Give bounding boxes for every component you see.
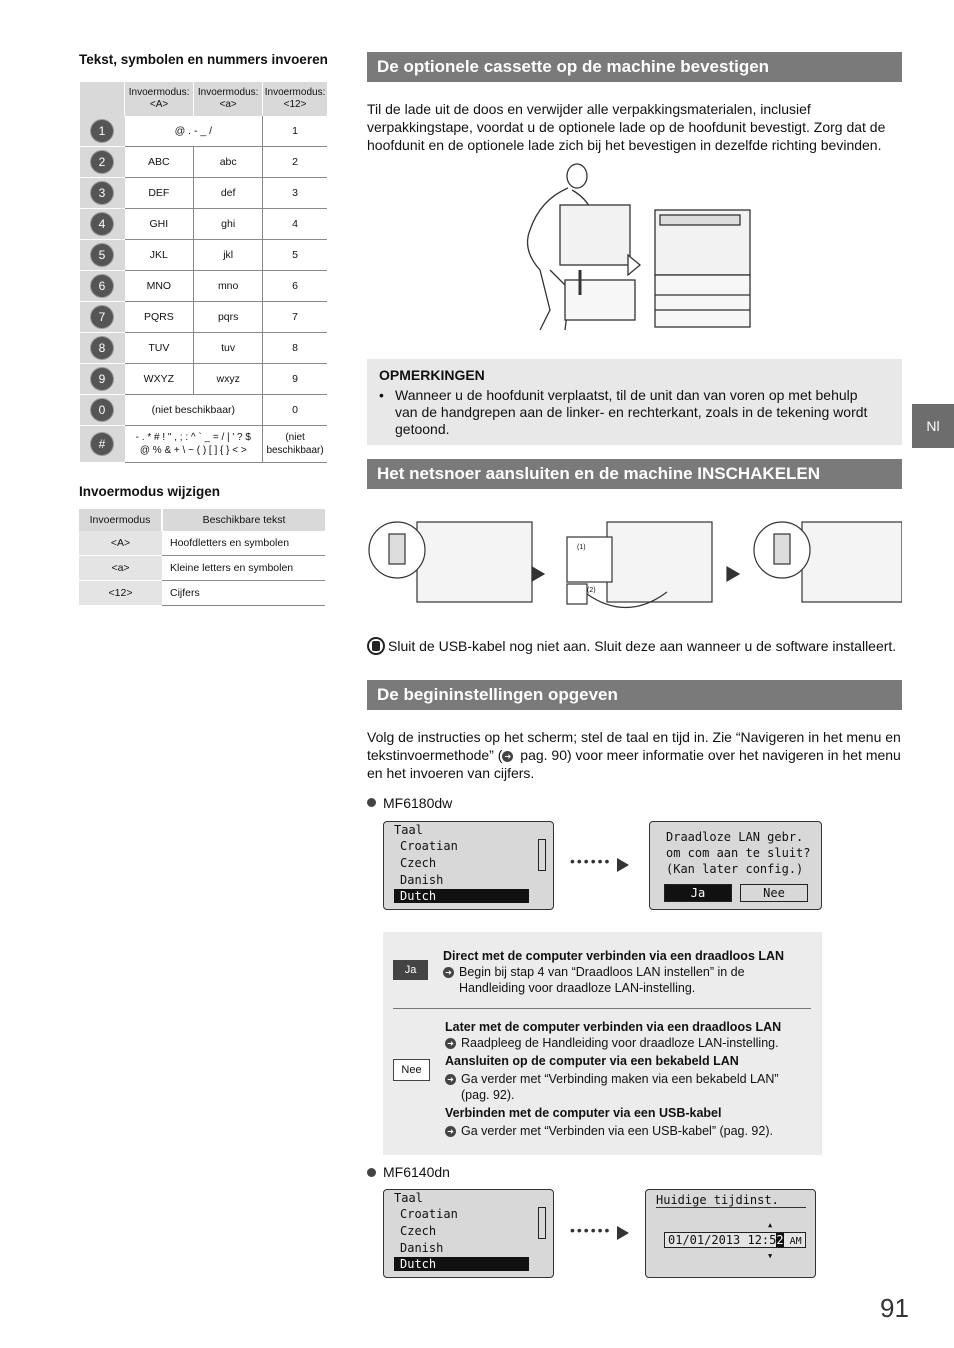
language-tab: Nl bbox=[912, 404, 954, 448]
scrollbar[interactable] bbox=[538, 839, 546, 871]
bullet-icon bbox=[367, 798, 376, 807]
table-cell: mno bbox=[194, 271, 263, 302]
nee-heading-3: Verbinden met de computer via een USB-kabel bbox=[445, 1106, 722, 1120]
table-cell: 5 bbox=[263, 240, 327, 271]
model-2: MF6140dn bbox=[383, 1164, 450, 1180]
nee-text-3: Ga verder met “Verbinden via een USB-kabel” (pag. 92). bbox=[461, 1124, 773, 1138]
body-part-b: pag. 90) voor meer informatie over het navigeren in het menu en het invoeren van cijfers. bbox=[367, 747, 901, 781]
section-settings-title: De begininstellingen opgeven bbox=[367, 680, 902, 710]
key-3-icon: 3 bbox=[91, 182, 113, 204]
mode-table bbox=[79, 509, 325, 606]
header-upper: Invoermodus: <A> bbox=[125, 82, 194, 116]
lcd-wireless bbox=[649, 821, 822, 910]
lcd-title: Taal bbox=[394, 823, 423, 837]
lcd-item: Czech bbox=[400, 856, 437, 870]
nee-label: Nee bbox=[393, 1059, 430, 1081]
table-cell: TUV bbox=[125, 333, 194, 364]
table-cell: - . * # ! " , ; : ^ ` _ = / | ' ? $ @ % & + \ ~ ( ) [ ] { } < > bbox=[125, 426, 263, 463]
time-value: 01/01/2013 12:5 bbox=[668, 1233, 777, 1247]
up-arrow-icon[interactable]: ▲ bbox=[768, 1221, 773, 1229]
table-cell: tuv bbox=[194, 333, 263, 364]
table-cell: 1 bbox=[263, 116, 327, 147]
bullet: • bbox=[379, 387, 384, 403]
nee-arrow-3 bbox=[445, 1123, 459, 1139]
lcd-item: Danish bbox=[400, 873, 444, 887]
flow-arrow-icon bbox=[617, 858, 629, 872]
label-1: (1) bbox=[577, 544, 586, 551]
down-arrow-icon[interactable]: ▼ bbox=[768, 1252, 773, 1260]
key-8-icon: 8 bbox=[91, 337, 113, 359]
ja-heading: Direct met de computer verbinden via een draadloos LAN bbox=[443, 949, 785, 963]
lcd-time bbox=[645, 1189, 816, 1278]
lcd-title: Taal bbox=[394, 1191, 423, 1205]
model-1: MF6180dw bbox=[383, 795, 453, 811]
mode-header: Invoermodus bbox=[79, 509, 162, 531]
table-cell: 0 bbox=[263, 395, 327, 426]
usb-note: Sluit de USB-kabel nog niet aan. Sluit deze aan wanneer u de software installeert. bbox=[388, 638, 897, 654]
nee-arrow-1 bbox=[445, 1035, 459, 1051]
table-cell: 3 bbox=[263, 178, 327, 209]
cassette-illustration bbox=[510, 160, 760, 335]
nee-arrow-2 bbox=[445, 1071, 459, 1087]
header-num: Invoermodus: <12> bbox=[263, 82, 327, 116]
label-2: (2) bbox=[587, 587, 596, 594]
table-cell: WXYZ bbox=[125, 364, 194, 395]
mode-table-title: Invoermodus wijzigen bbox=[79, 484, 221, 499]
lcd-line: (Kan later config.) bbox=[666, 862, 804, 876]
header-lower: Invoermodus: <a> bbox=[194, 82, 263, 116]
nee-heading-1: Later met de computer verbinden via een draadloos LAN bbox=[445, 1020, 782, 1034]
text-header: Beschikbare tekst bbox=[162, 509, 325, 531]
key-1-icon: 1 bbox=[91, 120, 113, 142]
table-cell: <A> bbox=[79, 531, 162, 556]
table-cell: JKL bbox=[125, 240, 194, 271]
nee-text-2: Ga verder met “Verbinding maken via een bekabeld LAN” (pag. 92). bbox=[461, 1072, 779, 1102]
arrow-icon: ➜ bbox=[443, 967, 454, 978]
section-cassette-title: De optionele cassette op de machine bevestigen bbox=[367, 52, 902, 82]
divider bbox=[393, 1008, 811, 1009]
no-button[interactable]: Nee bbox=[740, 884, 808, 902]
table-cell: def bbox=[194, 178, 263, 209]
table-cell: <a> bbox=[79, 556, 162, 581]
section-cassette-body: Til de lade uit de doos en verwijder alle verpakkingsmaterialen, inclusief verpakkingstape, voordat u de optionele lade op de hoofdunit bevestigt. Zorg dat de hoofdunit en de optionele lade zich bij het bevestigen in dezelfde richting bevinden. bbox=[367, 101, 886, 153]
key-7-icon: 7 bbox=[91, 306, 113, 328]
table-cell: 8 bbox=[263, 333, 327, 364]
key-hash-icon: # bbox=[91, 433, 113, 455]
power-illustration bbox=[367, 512, 902, 612]
key-0-icon: 0 bbox=[91, 399, 113, 421]
section-settings-body bbox=[367, 728, 902, 782]
table-cell: 2 bbox=[263, 147, 327, 178]
key-9-icon: 9 bbox=[91, 368, 113, 390]
yes-button[interactable]: Ja bbox=[664, 884, 732, 902]
table-cell: MNO bbox=[125, 271, 194, 302]
table-cell: Hoofdletters en symbolen bbox=[162, 531, 325, 556]
flow-dots: •••••• bbox=[570, 853, 612, 869]
table-cell: 6 bbox=[263, 271, 327, 302]
table-cell: Cijfers bbox=[162, 581, 325, 606]
lcd-line: om com aan te sluit? bbox=[666, 846, 811, 860]
arrow-icon: ➜ bbox=[502, 751, 513, 762]
key-input-table bbox=[79, 82, 327, 463]
notes-title: OPMERKINGEN bbox=[379, 367, 485, 383]
lcd-item-selected[interactable]: Dutch bbox=[394, 889, 529, 903]
ja-arrow bbox=[443, 964, 455, 980]
table-cell: DEF bbox=[125, 178, 194, 209]
arrow-icon: ➜ bbox=[445, 1074, 456, 1085]
table-cell: 7 bbox=[263, 302, 327, 333]
table-cell: (niet beschikbaar) bbox=[125, 395, 263, 426]
table-cell: ABC bbox=[125, 147, 194, 178]
table-cell: ghi bbox=[194, 209, 263, 240]
key-2-icon: 2 bbox=[91, 151, 113, 173]
lcd-language bbox=[383, 821, 554, 910]
key-6-icon: 6 bbox=[91, 275, 113, 297]
lcd-title: Huidige tijdinst. bbox=[656, 1193, 806, 1208]
table-cell: abc bbox=[194, 147, 263, 178]
nee-heading-2: Aansluiten op de computer via een bekabeld LAN bbox=[445, 1054, 739, 1068]
lcd-item: Danish bbox=[400, 1241, 444, 1255]
table-cell: GHI bbox=[125, 209, 194, 240]
key-4-icon: 4 bbox=[91, 213, 113, 235]
lcd-item: Croatian bbox=[400, 1207, 458, 1221]
notes-box bbox=[367, 359, 902, 445]
table-cell: wxyz bbox=[194, 364, 263, 395]
table-cell: PQRS bbox=[125, 302, 194, 333]
table-cell: Kleine letters en symbolen bbox=[162, 556, 325, 581]
lcd-language-2 bbox=[383, 1189, 554, 1278]
table-cell: jkl bbox=[194, 240, 263, 271]
flow-dots: •••••• bbox=[570, 1222, 612, 1238]
table-cell: (niet beschikbaar) bbox=[263, 426, 327, 463]
lcd-item: Czech bbox=[400, 1224, 437, 1238]
section-power-title: Het netsnoer aansluiten en de machine INSCHAKELEN bbox=[367, 459, 902, 489]
key-5-icon: 5 bbox=[91, 244, 113, 266]
table-cell: @ . - _ / bbox=[125, 116, 263, 147]
arrow-icon: ➜ bbox=[445, 1126, 456, 1137]
table-cell: 9 bbox=[263, 364, 327, 395]
key-table-title: Tekst, symbolen en nummers invoeren bbox=[79, 52, 328, 67]
choice-box bbox=[383, 932, 822, 1155]
table-cell: 4 bbox=[263, 209, 327, 240]
bullet-icon bbox=[367, 1168, 376, 1177]
lcd-item-selected[interactable]: Dutch bbox=[394, 1257, 529, 1271]
body-part-a: Volg de instructies op het scherm; stel de taal en tijd in. Zie “Navigeren in het menu en tekstinvoermethode” ( bbox=[367, 729, 901, 763]
ja-text: Begin bij stap 4 van “Draadloos LAN instellen” in de Handleiding voor draadloze LAN-instelling. bbox=[459, 965, 745, 995]
time-field[interactable] bbox=[664, 1232, 806, 1248]
table-cell: <12> bbox=[79, 581, 162, 606]
nee-text-1: Raadpleeg de Handleiding voor draadloze LAN-instelling. bbox=[461, 1036, 779, 1050]
notes-item: Wanneer u de hoofdunit verplaatst, til de unit dan van voren op met behulp van de handgrepen aan de linker- en rechterkant, zoals in de tekening wordt getoond. bbox=[395, 387, 868, 437]
lcd-line: Draadloze LAN gebr. bbox=[666, 830, 804, 844]
no-connect-icon bbox=[367, 637, 385, 655]
time-ampm: AM bbox=[783, 1236, 802, 1247]
page-number: 91 bbox=[880, 1293, 909, 1323]
ja-label: Ja bbox=[393, 960, 428, 980]
arrow-icon: ➜ bbox=[445, 1038, 456, 1049]
time-cursor: 2 bbox=[776, 1233, 784, 1247]
flow-arrow-icon bbox=[617, 1226, 629, 1240]
scrollbar[interactable] bbox=[538, 1207, 546, 1239]
table-cell: pqrs bbox=[194, 302, 263, 333]
lcd-item: Croatian bbox=[400, 839, 458, 853]
